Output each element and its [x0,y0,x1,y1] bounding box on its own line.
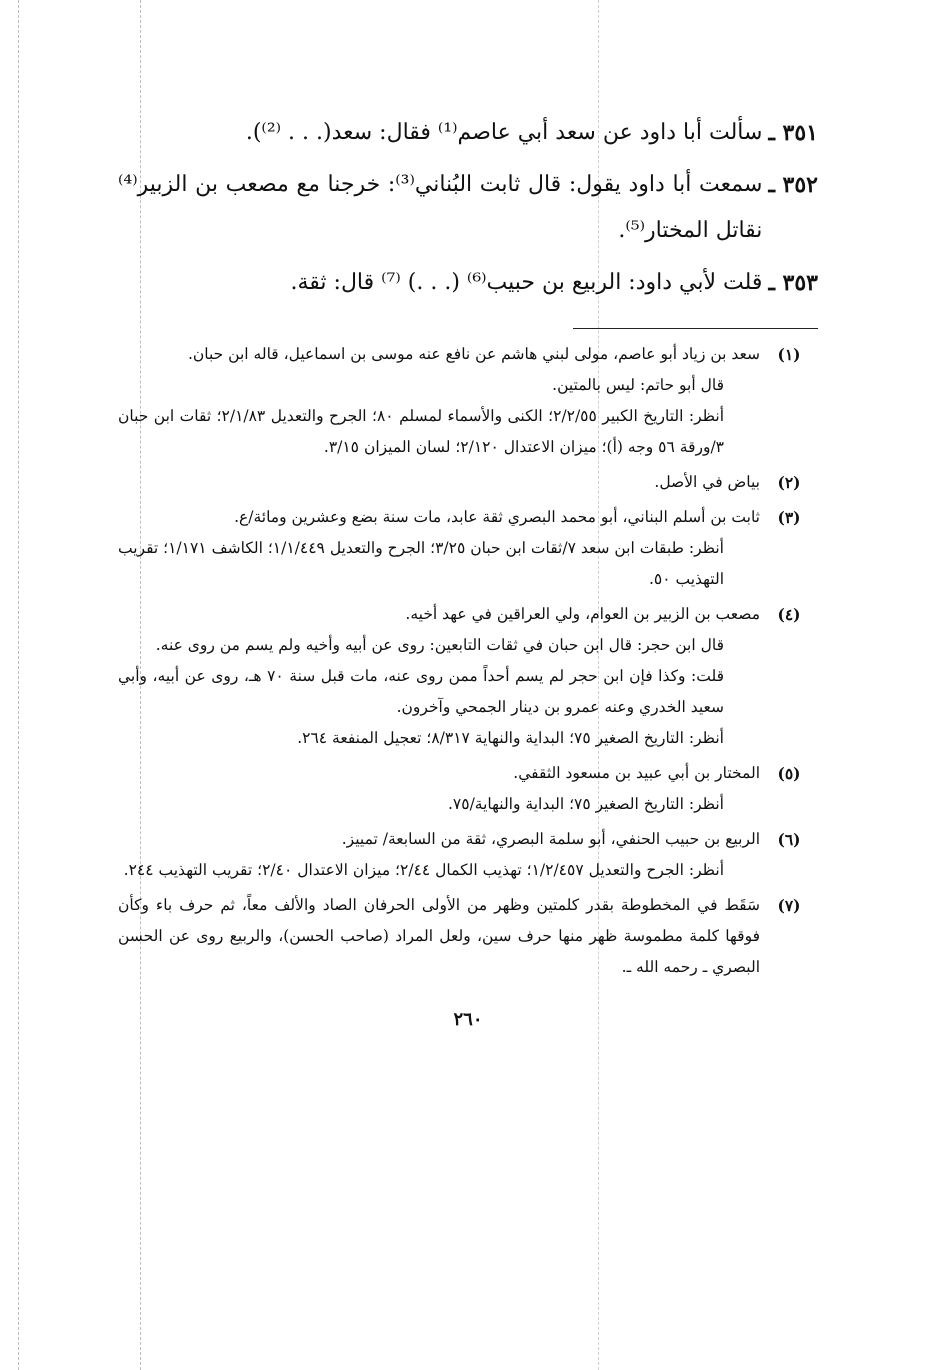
footnote-paragraph: قال أبو حاتم: ليس بالمتين. [552,376,724,394]
footnote-2 [118,467,818,498]
entry-number: ٣٥٣ ـ [768,270,818,296]
footnote-paragraph: بياض في الأصل. [654,473,760,491]
entry-352 [118,162,818,254]
footnote-paragraph: أنظر: طبقات ابن سعد ٧/ثقات ابن حبان ٣/٢٥؛ الجرح والتعديل ١/١/٤٤٩؛ الكاشف ١/١٧١؛ تقريب التهذيب ٥٠. [118,539,724,588]
footnote-number: (٥) [777,764,801,783]
footnote-paragraph: أنظر: التاريخ الصغير ٧٥؛ البداية والنهاية/٧٥. [447,795,724,813]
footnote-number: (٣) [777,508,801,527]
footnote-body [118,339,760,463]
scan-fold-line [18,0,19,1370]
footnote-body [118,467,760,498]
footnote-7 [118,890,818,983]
footnote-paragraph: سعد بن زياد أبو عاصم، مولى لبني هاشم عن نافع عنه موسى بن اسماعيل، قاله ابن حبان. [187,345,760,363]
main-text [118,110,818,306]
footnote-paragraph: سَقَط في المخطوطة بقدر كلمتين وظهر من الأولى الحرفان الصاد والألف معاً، ثم حرف باء وكأن فوقها كلمة مطموسة ظهر منها حرف سين، ولعل المراد (صاحب الحسن)، والربيع روى عن الحسن البصري ـ رحمه الله ـ. [118,896,760,976]
entry-text: سألت أبا داود عن سعد أبي عاصم⁽¹⁾ فقال: سعد(. . . ⁽²⁾). [245,120,763,145]
footnote-5 [118,758,818,820]
document-page [118,110,818,1030]
footnote-paragraph: أنظر: التاريخ الصغير ٧٥؛ البداية والنهاية ٨/٣١٧؛ تعجيل المنفعة ٢٦٤. [297,729,724,747]
footnote-paragraph: ثابت بن أسلم البناني، أبو محمد البصري ثقة عابد، مات سنة بضع وعشرين ومائة/ع. [234,508,760,526]
footnote-paragraph: قلت: وكذا فإن ابن حجر لم يسم أحداً ممن روى عنه، مات قبل سنة ٧٠ هـ، روى عن أبيه، وأبي سعيد الخدري وعنه عمرو بن دينار الجمحي وآخرون. [118,667,724,716]
footnote-body [118,890,760,983]
footnote-paragraph: أنظر: التاريخ الكبير ٢/٢/٥٥؛ الكنى والأسماء لمسلم ٨٠؛ الجرح والتعديل ٢/١/٨٣؛ ثقات ابن حبان ٣/ورقة ٥٦ وجه (أ)؛ ميزان الاعتدال ٢/١٢٠؛ لسان الميزان ٣/١٥. [118,407,724,456]
footnote-number: (٢) [777,473,801,492]
entry-351 [118,110,818,156]
footnote-1 [118,339,818,463]
footnote-body [118,758,760,820]
page-number: ٢٦٠ [453,1009,483,1030]
footnote-number: (٤) [777,605,801,624]
footnote-6 [118,824,818,886]
entry-353 [118,260,818,306]
footnotes [118,339,818,983]
footnote-paragraph: المختار بن أبي عبيد بن مسعود الثقفي. [513,764,760,782]
entry-number: ٣٥٢ ـ [768,172,818,198]
footnote-paragraph: قال ابن حجر: قال ابن حبان في ثقات التابعين: روى عن أبيه وأخيه ولم يسم من روى عنه. [155,636,724,654]
footnote-paragraph: الربيع بن حبيب الحنفي، أبو سلمة البصري، ثقة من السابعة/ تمييز. [341,830,760,848]
footnote-paragraph: أنظر: الجرح والتعديل ١/٢/٤٥٧؛ تهذيب الكمال ٢/٤٤؛ ميزان الاعتدال ٢/٤٠؛ تقريب التهذيب ٢٤٤. [123,861,724,879]
footnote-4 [118,599,818,754]
footnote-number: (٦) [777,830,801,849]
entry-text: سمعت أبا داود يقول: قال ثابت البُناني⁽³⁾: خرجنا مع مصعب بن الزبير⁽⁴⁾ نقاتل المختار⁽⁵⁾. [118,172,763,243]
footnote-divider [573,328,818,329]
footnote-body [118,824,760,886]
entry-text: قلت لأبي داود: الربيع بن حبيب⁽⁶⁾ (. . .) ⁽⁷⁾ قال: ثقة. [290,270,763,295]
footnote-body [118,599,760,754]
footnote-number: (١) [777,345,801,364]
footnote-body [118,502,760,595]
footnote-number: (٧) [777,896,801,915]
footnote-3 [118,502,818,595]
entry-number: ٣٥١ ـ [768,120,818,146]
footnote-paragraph: مصعب بن الزبير بن العوام، ولي العراقين في عهد أخيه. [405,605,760,623]
